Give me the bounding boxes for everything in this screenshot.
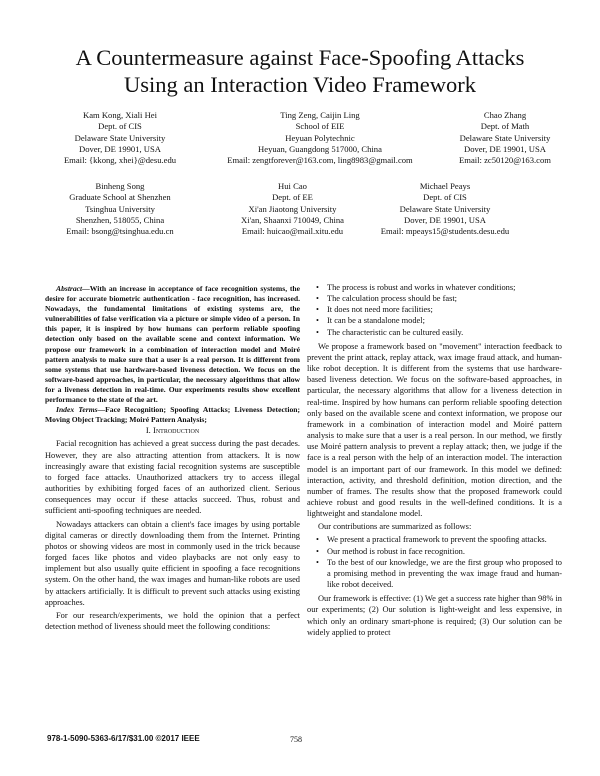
- author-name: Binheng Song: [95, 181, 145, 191]
- paper-title: [0, 44, 600, 98]
- author-addr: Dover, DE 19901, USA: [78, 143, 161, 154]
- list-item: • The process is robust and works in whatever conditions;: [327, 282, 562, 293]
- intro-paragraph: Facial recognition has achieved a great success during the past decades. However, they are also attracting attention from attackers. It is now increasingly aware that existing facial recognition systems are susceptible to forged face attacks. Unauthorized attackers try to access illegal authorities by exhibiting forged faces of an authorized client. Serious consequences may occur if these attacks succeed. Thus, robust and sufficient anti-spoofing techniques are needed.: [45, 439, 300, 516]
- abstract-label: Abstract: [56, 284, 83, 293]
- author-dept: Dept. of CIS: [98, 121, 142, 132]
- body-paragraph: Our contributions are summarized as follows:: [318, 522, 472, 532]
- author-addr: Dover, DE 19901, USA: [403, 214, 486, 225]
- author-dept: Dept. of CIS: [423, 192, 467, 203]
- list-item: • It can be a standalone model;: [327, 315, 562, 326]
- abstract-text: —With an increase in acceptance of face recognition systems, the desire for accurate biometric authentication - face recognition, has increased. Nowadays, the fundamental limitations of existing systems are, the vulnerabilities of false verification via a picture or simple video of a person. In this paper, it is inspired by how humans can perform reliable spoofing detection only based on the available scene and context information. We propose our framework in a combination of interaction model and Moiré pattern analysis to make sure that a user is a real person. It is different from some systems that use hardware-based liveness detection. We focus on the software-based approaches, in particular, the necessary algorithms that allow for a liveness detection in real-time. Our experiments results show excellent performance to the state of the art.: [45, 284, 300, 405]
- intro-paragraph: Nowadays attackers can obtain a client's face images by using portable digital cameras or directly downloading them from the Internet. Printing photos or showing videos are most in commonly used in the trick because forged faces like photos and video playbacks are not only easy to implement but also usually quite efficient in spoofing a face recognitions system. On the other hand, the wax images and human-like robots are used by attackers artificially. It is difficult to prevent such attacks using existing approaches.: [45, 519, 300, 607]
- title-line-2: Using an Interaction Video Framework: [124, 72, 476, 97]
- author-block-2: [225, 110, 415, 166]
- author-org: Xi'an Jiaotong University: [248, 203, 337, 214]
- list-item: • The characteristic can be cultured easily.: [327, 327, 562, 338]
- author-name: Chao Zhang: [483, 110, 527, 120]
- index-terms-text: —Face Recognition; Spoofing Attacks; Liveness Detection; Moving Object Tracking; Moiré Pattern Analysis;: [45, 405, 300, 425]
- author-email: Email: mpeays15@students.desu.edu: [380, 226, 510, 237]
- author-block-1: [60, 110, 180, 166]
- abstract: [45, 284, 300, 425]
- author-dept: Dept. of EE: [272, 192, 313, 203]
- author-block-6: [375, 181, 515, 237]
- author-email: Email: huicao@mail.xitu.edu: [241, 226, 344, 237]
- author-block-4: [60, 181, 180, 237]
- author-addr: Shenzhen, 518055, China: [75, 214, 165, 225]
- page-number: 758: [290, 735, 302, 744]
- author-name: Michael Peays: [419, 181, 471, 191]
- author-addr: Heyuan, Guangdong 517000, China: [258, 143, 382, 154]
- author-name: Kam Kong, Xiali Hei: [83, 110, 157, 120]
- left-column: [45, 284, 300, 634]
- intro-paragraph: For our research/experiments, we hold the opinion that a perfect detection method of liveness should meet the following conditions:: [45, 610, 300, 631]
- author-name: Hui Cao: [278, 181, 307, 191]
- contributions-list: [307, 534, 562, 590]
- author-org: Delaware State University: [399, 203, 491, 214]
- body-paragraph: We propose a framework based on "movement" interaction feedback to prevent the print attack, replay attack, wax image fraud attack, and human-like robot deception. It is different from the systems that use hardware-based liveness detection. We focus on the software-based approaches, in particular, the necessary algorithms that allow for a liveness detection in real-time. Inspired by how humans can perform reliable spoofing detection only based on the available scene and context information, we propose our framework in a combination of interaction model and Moiré pattern analysis to make sure that a user is a real person. In our method, we firstly use Moiré pattern analysis to prevent a replay attack; then, we judge if the face is a real person with the help of an interaction model. The interaction model is an important part of our framework. In this model we defined: interaction, activity, and threshold definition, motion direction, and the number of frames. The results show that the proposed framework could achieve robust and good results in the well-defined conditions. It is a lightweight and standalone model.: [307, 341, 562, 519]
- author-email: Email: {kkong, xhei}@desu.edu: [63, 155, 177, 166]
- section-heading-introduction: I. Introduction: [145, 425, 200, 436]
- author-dept: School of EIE: [295, 121, 345, 132]
- list-item: • It does not need more facilities;: [327, 304, 562, 315]
- author-org: Tsinghua University: [85, 203, 155, 214]
- author-email: Email: zengtforever@163.com, ling8983@gmail.com: [227, 155, 413, 166]
- body-paragraph: Our framework is effective: (1) We get a success rate higher than 98% in our experiments; (2) Our solution is light-weight and less expensive, in which only an ordinary smart-phone is required; (3) Our solution can be widely applied to protect: [307, 594, 562, 637]
- author-org: Heyuan Polytechnic: [285, 132, 355, 143]
- right-column: [307, 282, 562, 640]
- list-item: • We present a practical framework to prevent the spoofing attacks.: [327, 534, 562, 545]
- author-dept: Dept. of Math: [480, 121, 530, 132]
- author-addr: Dover, DE 19901, USA: [463, 143, 546, 154]
- index-terms-label: Index Terms: [56, 405, 98, 415]
- author-addr: Xi'an, Shaanxi 710049, China: [241, 214, 344, 225]
- author-org: Delaware State University: [459, 132, 551, 143]
- author-name: Ting Zeng, Caijin Ling: [280, 110, 360, 120]
- list-item: • Our method is robust in face recognition.: [327, 546, 562, 557]
- conditions-list: [307, 282, 562, 338]
- author-email: Email: bsong@tsinghua.edu.cn: [66, 226, 174, 237]
- copyright-footer: 978-1-5090-5363-6/17/$31.00 ©2017 IEEE: [47, 734, 200, 743]
- author-block-3: [440, 110, 570, 166]
- author-email: Email: zc50120@163.com: [459, 155, 551, 166]
- author-block-5: [225, 181, 360, 237]
- list-item: • To the best of our knowledge, we are the first group who proposed to a promising method in preventing the wax image fraud and human-like robot deceived.: [327, 557, 562, 590]
- author-dept: Graduate School at Shenzhen: [69, 192, 171, 203]
- author-org: Delaware State University: [74, 132, 166, 143]
- title-line-1: A Countermeasure against Face-Spoofing Attacks: [75, 45, 525, 70]
- list-item: • The calculation process should be fast;: [327, 293, 562, 304]
